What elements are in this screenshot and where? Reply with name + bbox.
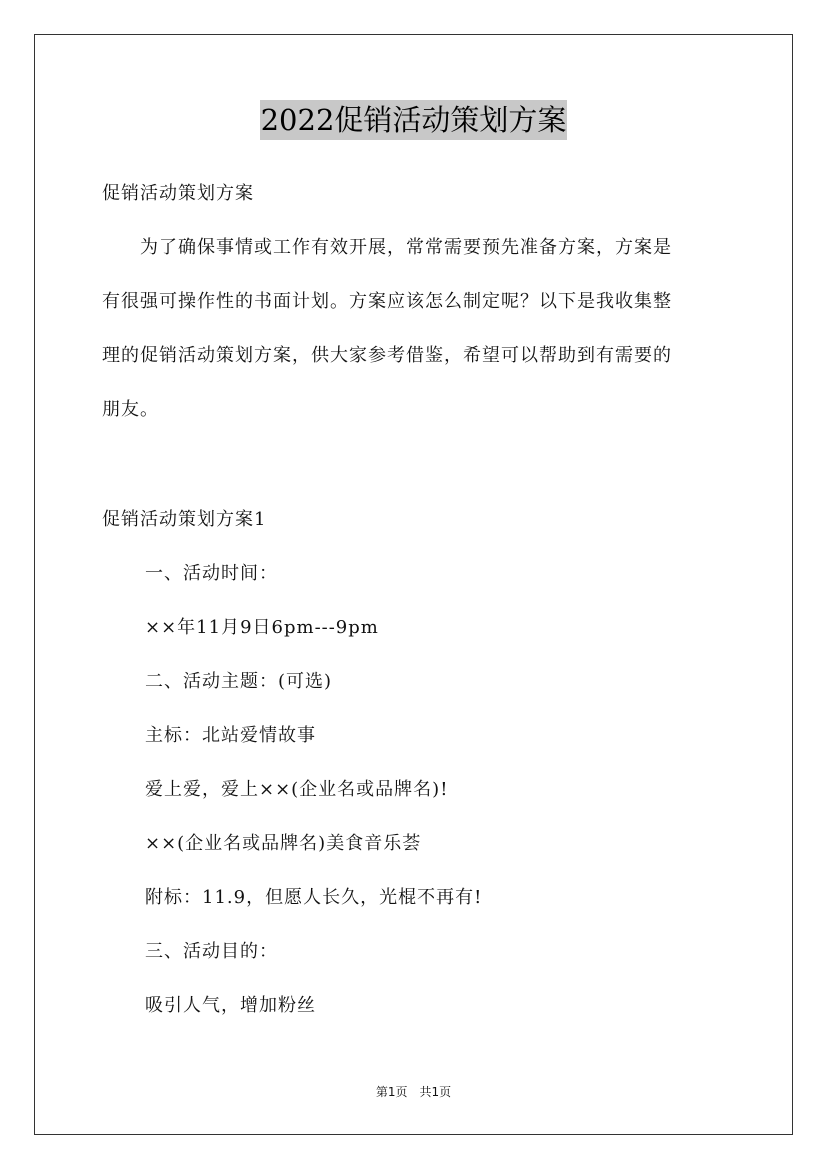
section-item: 爱上爱，爱上××(企业名或品牌名)! xyxy=(145,779,449,800)
document-title: 2022促销活动策划方案 xyxy=(260,100,568,140)
page-footer: 第1页 共1页 xyxy=(375,1085,452,1099)
document-subtitle: 促销活动策划方案 xyxy=(102,183,254,204)
intro-line: 朋友。 xyxy=(102,399,159,420)
section-item: ××年11月9日6pm---9pm xyxy=(145,617,379,638)
section-item: 一、活动时间： xyxy=(145,563,278,584)
section-item: 三、活动目的： xyxy=(145,941,278,962)
section-item: 吸引人气，增加粉丝 xyxy=(145,995,316,1016)
intro-line: 有很强可操作性的书面计划。方案应该怎么制定呢？以下是我收集整 xyxy=(102,291,672,312)
intro-line: 理的促销活动策划方案，供大家参考借鉴，希望可以帮助到有需要的 xyxy=(102,345,672,366)
title-container xyxy=(0,100,827,140)
section-item: 附标：11.9，但愿人长久，光棍不再有! xyxy=(145,887,483,908)
section-item: 二、活动主题：(可选) xyxy=(145,671,333,692)
section-item: ××(企业名或品牌名)美食音乐荟 xyxy=(145,833,422,854)
section-item: 主标：北站爱情故事 xyxy=(145,725,316,746)
intro-line: 为了确保事情或工作有效开展，常常需要预先准备方案，方案是 xyxy=(102,237,672,258)
section-heading: 促销活动策划方案1 xyxy=(102,509,267,530)
